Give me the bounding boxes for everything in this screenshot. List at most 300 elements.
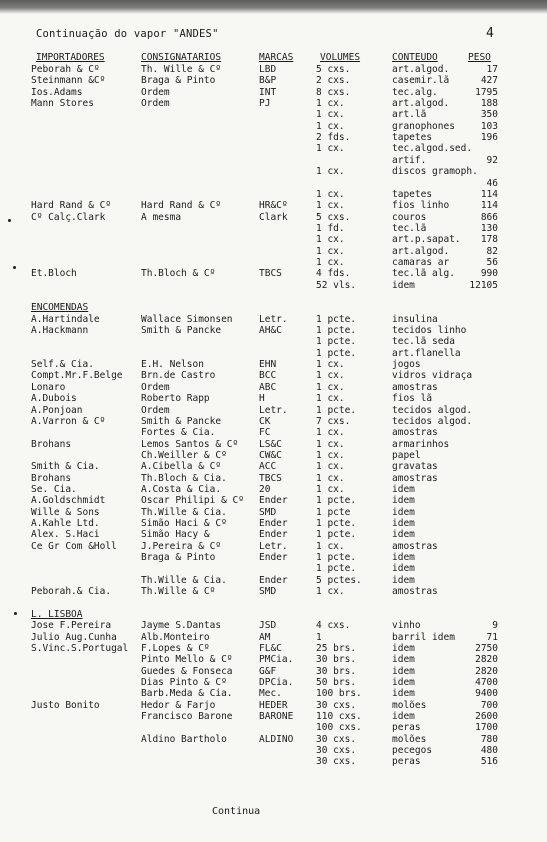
peso-cell: 71 [486, 631, 498, 643]
importador-cell: Julio Aug.Cunha [31, 631, 117, 643]
volumes-cell: 2 fds. [316, 132, 351, 144]
marca-cell: Clark [259, 211, 288, 223]
marca-cell: EHN [259, 359, 277, 371]
volumes-cell: 1 cx. [316, 586, 345, 598]
table-row [0, 143, 547, 154]
volumes-cell: 1 cx. [316, 234, 345, 246]
consignatario-cell: Roberto Rapp [141, 393, 210, 405]
volumes-cell: 1 pcte. [316, 563, 357, 575]
volumes-cell: 100 brs. [316, 688, 362, 700]
volumes-cell: 1 cx. [316, 540, 345, 552]
consignatario-cell: Alb.Monteiro [141, 631, 210, 643]
consignatario-cell: Hedor & Farjo [141, 699, 216, 711]
table-row [0, 700, 547, 711]
conteudo-cell: molões [392, 699, 427, 711]
consignatario-cell: Pinto Mello & Cº [141, 654, 233, 666]
importador-cell: A.Varron & Cº [31, 415, 106, 427]
importador-cell: Smith & Cia. [31, 461, 100, 473]
conteudo-cell: amostras [392, 540, 438, 552]
consignatario-cell: Ordem [141, 404, 170, 416]
importador-cell: A.Goldschmidt [31, 495, 106, 507]
table-row [0, 325, 547, 336]
consignatario-cell: Smith & Pancke [141, 325, 222, 337]
importador-cell: Alex. S.Haci [31, 529, 100, 541]
table-row [0, 291, 547, 302]
marca-cell: BARONE [259, 710, 294, 722]
volumes-cell: 1 cx. [316, 200, 345, 212]
scan-speck [13, 266, 16, 269]
consignatario-cell: Hard Rand & Cº [141, 200, 222, 212]
table-row [0, 563, 547, 574]
volumes-cell: 1 cx. [316, 98, 345, 109]
volumes-cell: 1 cx. [316, 427, 345, 439]
scan-speck [14, 612, 17, 615]
conteudo-cell: tapetes [392, 188, 433, 200]
marca-cell: Ender [259, 518, 288, 529]
column-header-volumes: VOLUMES [320, 52, 361, 63]
table-row [0, 64, 547, 75]
consignatario-cell: Lemos Santos & Cº [141, 438, 239, 450]
marca-cell: Ender [259, 495, 288, 507]
importador-cell: Wille & Sons [31, 506, 100, 518]
conteudo-cell: granophones [392, 120, 455, 132]
conteudo-cell: idem [392, 483, 415, 495]
consignatario-cell: Ordem [141, 86, 170, 98]
marca-cell: Letr. [259, 313, 288, 325]
marca-cell: ALDINO [259, 733, 294, 745]
conteudo-cell: tec.lã seda [392, 336, 455, 348]
consignatario-cell: Oscar Philipi & Cº [141, 495, 244, 507]
conteudo-cell: art.lã [392, 109, 427, 121]
table-row [0, 461, 547, 472]
volumes-cell: 1 [316, 631, 322, 643]
column-header-marcas: MARCAS [259, 52, 294, 63]
volumes-cell: 5 cxs. [316, 211, 351, 223]
table-row [0, 745, 547, 756]
table-row [0, 166, 547, 177]
conteudo-cell: idem [392, 552, 415, 563]
table-row [0, 257, 547, 268]
peso-cell: 56 [486, 256, 498, 268]
volumes-cell: 5 pctes. [316, 574, 362, 586]
volumes-cell: 1 pcte. [316, 347, 357, 359]
marca-cell: CW&C [259, 449, 282, 461]
table-row [0, 336, 547, 347]
table-row [0, 632, 547, 643]
conteudo-cell: tec.alg. [392, 86, 438, 98]
peso-cell: 92 [486, 154, 498, 166]
table-row [0, 121, 547, 132]
consignatario-cell: Ordem [141, 381, 170, 393]
consignatario-cell: A.Cibella & Cº [141, 461, 222, 473]
marca-cell: PJ [259, 98, 271, 109]
marca-cell: G&F [259, 665, 277, 677]
peso-cell: 130 [480, 222, 498, 234]
consignatario-cell: Th.Bloch & Cº [141, 268, 216, 280]
table-row [0, 654, 547, 665]
consignatario-cell: Braga & Pinto [141, 552, 216, 563]
table-row [0, 529, 547, 540]
peso-cell: 350 [480, 109, 498, 121]
volumes-cell: 1 cx. [316, 472, 345, 484]
peso-cell: 990 [480, 268, 498, 280]
importador-cell: Ios.Adams [31, 86, 83, 98]
conteudo-cell: amostras [392, 472, 438, 484]
table-row [0, 416, 547, 427]
table-row [0, 722, 547, 733]
peso-cell: 780 [480, 733, 498, 745]
marca-cell: TBCS [259, 472, 282, 484]
conteudo-cell: tec.lã alg. [392, 268, 455, 280]
table-row [0, 439, 547, 450]
conteudo-cell: idem [392, 710, 415, 722]
consignatario-cell: Braga & Pinto [141, 75, 216, 87]
conteudo-cell: couros [392, 211, 427, 223]
volumes-cell: 1 fd. [316, 222, 345, 234]
consignatario-cell: A.Costa & Cia. [141, 483, 222, 495]
consignatario-cell: Guedes & Fonseca [141, 665, 233, 677]
conteudo-cell: gravatas [392, 461, 438, 473]
table-row [0, 495, 547, 506]
volumes-cell: 100 cxs. [316, 722, 362, 734]
marca-cell: Ender [259, 574, 288, 586]
conteudo-cell: idem [392, 676, 415, 688]
peso-cell: 9400 [475, 688, 498, 700]
table-row [0, 359, 547, 370]
conteudo-cell: art.algod. [392, 98, 450, 109]
column-header-conteudo: CONTEUDO [392, 52, 438, 63]
conteudo-cell: idem [392, 495, 415, 507]
consignatario-cell: J.Pereira & Cº [141, 540, 222, 552]
importador-cell: Justo Bonito [31, 699, 100, 711]
marca-cell: SMD [259, 506, 277, 518]
conteudo-cell: molões [392, 733, 427, 745]
conteudo-cell: tecidos algod. [392, 415, 473, 427]
peso-cell: 103 [480, 120, 498, 132]
volumes-cell: 1 cx. [316, 438, 345, 450]
conteudo-cell: tec.lã [392, 222, 427, 234]
conteudo-cell: camaras ar [392, 256, 450, 268]
volumes-cell: 1 cx. [316, 256, 345, 268]
volumes-cell: 1 cx. [316, 381, 345, 393]
importador-cell: Steinmann &Cº [31, 75, 106, 87]
importador-cell: A.Hackmann [31, 325, 89, 337]
peso-cell: 2820 [475, 665, 498, 677]
volumes-cell: 50 brs. [316, 676, 357, 688]
page-title: Continuação do vapor "ANDES" [36, 28, 219, 40]
table-row [0, 280, 547, 291]
conteudo-cell: vidros vidraça [392, 370, 473, 382]
marca-cell: JSD [259, 620, 277, 632]
volumes-cell: 1 cx. [316, 370, 345, 382]
consignatario-cell: Ch.Weiller & Cº [141, 449, 227, 461]
conteudo-cell: amostras [392, 381, 438, 393]
volumes-cell: 1 pcte. [316, 325, 357, 337]
peso-cell: 188 [480, 98, 498, 109]
conteudo-cell: idem [392, 665, 415, 677]
peso-cell: 427 [480, 75, 498, 87]
volumes-cell: 1 pcte. [316, 495, 357, 507]
table-row [0, 450, 547, 461]
importador-cell: Lonaro [31, 381, 66, 393]
table-row [0, 268, 547, 279]
importador-cell: A.Kahle Ltd. [31, 518, 100, 529]
conteudo-cell: pecegos [392, 745, 433, 756]
marca-cell: LS&C [259, 438, 282, 450]
section-encomendas: ENCOMENDAS [31, 302, 89, 314]
table-row [0, 427, 547, 438]
marca-cell: PMCia. [259, 654, 294, 666]
volumes-cell: 5 cxs. [316, 64, 351, 75]
scan-edge [0, 0, 547, 14]
conteudo-cell: idem [392, 688, 415, 700]
volumes-cell: 1 cx. [316, 188, 345, 200]
conteudo-cell: peras [392, 722, 421, 734]
importador-cell: A.Ponjoan [31, 404, 83, 416]
importador-cell: Brohans [31, 438, 72, 450]
table-row [0, 87, 547, 98]
conteudo-cell: papel [392, 449, 421, 461]
table-row [0, 688, 547, 699]
table-row [0, 666, 547, 677]
table-row [0, 541, 547, 552]
importador-cell: Ce Gr Com &Holl [31, 540, 117, 552]
peso-cell: 1795 [475, 86, 498, 98]
volumes-cell: 1 cx. [316, 109, 345, 121]
table-row [0, 643, 547, 654]
consignatario-cell: Brn.de Castro [141, 370, 216, 382]
consignatario-cell: Simão Hacy & [141, 529, 210, 541]
table-row [0, 620, 547, 631]
conteudo-cell: art.p.sapat. [392, 234, 461, 246]
table-row [0, 75, 547, 86]
table-row [0, 677, 547, 688]
table-row [0, 552, 547, 563]
importador-cell: Hard Rand & Cº [31, 200, 112, 212]
table-row [0, 393, 547, 404]
marca-cell: HR&Cº [259, 200, 288, 212]
volumes-cell: 8 cxs. [316, 86, 351, 98]
importador-cell: A.Dubois [31, 393, 77, 405]
table-row [0, 189, 547, 200]
volumes-cell: 52 vls. [316, 279, 357, 291]
importador-cell: S.Vinc.S.Portugal [31, 642, 129, 654]
volumes-cell: 1 cx. [316, 166, 345, 178]
conteudo-cell: barril idem [392, 631, 455, 643]
conteudo-cell: armarinhos [392, 438, 450, 450]
importador-cell: Compt.Mr.F.Belge [31, 370, 123, 382]
column-header-consignatarios: CONSIGNATARIOS [141, 52, 222, 63]
consignatario-cell: Smith & Pancke [141, 415, 222, 427]
importador-cell: Self.& Cia. [31, 359, 94, 371]
volumes-cell: 30 cxs. [316, 756, 357, 768]
table-row [0, 370, 547, 381]
table-row [0, 212, 547, 223]
volumes-cell: 1 cx. [316, 449, 345, 461]
consignatario-cell: Barb.Meda & Cia. [141, 688, 233, 700]
conteudo-cell: discos gramoph. [392, 166, 478, 178]
importador-cell: Brohans [31, 472, 72, 484]
volumes-cell: 4 cxs. [316, 620, 351, 632]
consignatario-cell: Wallace Simonsen [141, 313, 233, 325]
peso-cell: 114 [480, 200, 498, 212]
volumes-cell: 1 pcte. [316, 336, 357, 348]
table-row [0, 518, 547, 529]
peso-cell: 9 [492, 620, 498, 632]
volumes-cell: 1 cx. [316, 245, 345, 257]
conteudo-cell: casemir.lã [392, 75, 450, 87]
peso-cell: 114 [480, 188, 498, 200]
conteudo-cell: art.flanella [392, 347, 461, 359]
consignatario-cell: F.Lopes & Cº [141, 642, 210, 654]
page-number: 4 [486, 26, 494, 41]
volumes-cell: 1 cx. [316, 359, 345, 371]
table-row [0, 405, 547, 416]
table-row [0, 711, 547, 722]
consignatario-cell: Th.Wille & Cia. [141, 574, 227, 586]
volumes-cell: 1 cx. [316, 483, 345, 495]
column-header-peso: PESO [468, 52, 491, 63]
scan-speck [8, 219, 11, 222]
table-row [0, 382, 547, 393]
conteudo-cell: amostras [392, 427, 438, 439]
conteudo-cell: fios linho [392, 200, 450, 212]
peso-cell: 4700 [475, 676, 498, 688]
volumes-cell: 1 cx. [316, 461, 345, 473]
marca-cell: BCC [259, 370, 277, 382]
peso-cell: 516 [480, 756, 498, 768]
continua-footer: Continua [212, 806, 261, 817]
consignatario-cell: A mesma [141, 211, 182, 223]
conteudo-cell: idem [392, 563, 415, 575]
conteudo-cell: insulina [392, 313, 438, 325]
marca-cell: AM [259, 631, 271, 643]
conteudo-cell: peras [392, 756, 421, 768]
table-row [0, 234, 547, 245]
marca-cell: TBCS [259, 268, 282, 280]
importador-cell: Peborah & Cº [31, 64, 100, 75]
volumes-cell: 1 pcte [316, 506, 351, 518]
conteudo-cell: artif. [392, 154, 427, 166]
conteudo-cell: tapetes [392, 132, 433, 144]
conteudo-cell: idem [392, 642, 415, 654]
table-row [0, 246, 547, 257]
importador-cell: Mann Stores [31, 98, 94, 109]
table-row [0, 586, 547, 597]
consignatario-cell: Francisco Barone [141, 710, 233, 722]
marca-cell: Letr. [259, 540, 288, 552]
volumes-cell: 2 cxs. [316, 75, 351, 87]
marca-cell: INT [259, 86, 277, 98]
table-row [0, 155, 547, 166]
consignatario-cell: E.H. Nelson [141, 359, 204, 371]
marca-cell: H [259, 393, 265, 405]
peso-cell: 12105 [469, 279, 498, 291]
marca-cell: HEDER [259, 699, 288, 711]
conteudo-cell: idem [392, 518, 415, 529]
marca-cell: Ender [259, 552, 288, 563]
conteudo-cell: tecidos algod. [392, 404, 473, 416]
consignatario-cell: Dias Pinto & Cº [141, 676, 227, 688]
consignatario-cell: Th.Bloch & Cia. [141, 472, 227, 484]
conteudo-cell: jogos [392, 359, 421, 371]
peso-cell: 700 [480, 699, 498, 711]
importador-cell: Et.Bloch [31, 268, 77, 280]
marca-cell: 20 [259, 483, 271, 495]
volumes-cell: 1 pcte. [316, 404, 357, 416]
table-row [0, 223, 547, 234]
volumes-cell: 1 cx. [316, 393, 345, 405]
section-lisboa: L. LISBOA [31, 608, 83, 620]
consignatario-cell: Simão Haci & Cº [141, 518, 227, 529]
marca-cell: Mec. [259, 688, 282, 700]
volumes-cell: 30 cxs. [316, 745, 357, 756]
peso-cell: 2750 [475, 642, 498, 654]
peso-cell: 17 [486, 64, 498, 75]
peso-cell: 46 [486, 177, 498, 189]
conteudo-cell: idem [392, 574, 415, 586]
table-row [0, 756, 547, 767]
conteudo-cell: fios lã [392, 393, 433, 405]
volumes-cell: 1 pcte. [316, 313, 357, 325]
peso-cell: 178 [480, 234, 498, 246]
consignatario-cell: Fortes & Cia. [141, 427, 216, 439]
importador-cell: Peborah.& Cia. [31, 586, 112, 598]
volumes-cell: 4 fds. [316, 268, 351, 280]
marca-cell: Ender [259, 529, 288, 541]
peso-cell: 1700 [475, 722, 498, 734]
marca-cell: SMD [259, 586, 277, 598]
conteudo-cell: vinho [392, 620, 421, 632]
importador-cell: Cº Calç.Clark [31, 211, 106, 223]
table-row [0, 132, 547, 143]
volumes-cell: 25 brs. [316, 642, 357, 654]
table-row [0, 734, 547, 745]
conteudo-cell: art.algod. [392, 64, 450, 75]
table-row [0, 98, 547, 109]
marca-cell: ACC [259, 461, 277, 473]
marca-cell: AH&C [259, 325, 282, 337]
peso-cell: 82 [486, 245, 498, 257]
peso-cell: 196 [480, 132, 498, 144]
conteudo-cell: amostras [392, 586, 438, 598]
marca-cell: FC [259, 427, 271, 439]
peso-cell: 866 [480, 211, 498, 223]
importador-cell: Jose F.Pereira [31, 620, 112, 632]
marca-cell: CK [259, 415, 271, 427]
volumes-cell: 30 cxs. [316, 699, 357, 711]
marca-cell: DPCia. [259, 676, 294, 688]
consignatario-cell: Aldino Bartholo [141, 733, 227, 745]
marca-cell: B&P [259, 75, 277, 87]
volumes-cell: 1 cx. [316, 143, 345, 155]
conteudo-cell: idem [392, 279, 415, 291]
table-row [0, 507, 547, 518]
table-row [0, 200, 547, 211]
volumes-cell: 30 brs. [316, 665, 357, 677]
marca-cell: FL&C [259, 642, 282, 654]
conteudo-cell: tecidos linho [392, 325, 467, 337]
peso-cell: 2600 [475, 710, 498, 722]
volumes-cell: 1 pcte. [316, 518, 357, 529]
marca-cell: ABC [259, 381, 277, 393]
consignatario-cell: Jayme S.Dantas [141, 620, 222, 632]
table-row [0, 109, 547, 120]
consignatario-cell: Ordem [141, 98, 170, 109]
conteudo-cell: idem [392, 654, 415, 666]
table-row [0, 348, 547, 359]
volumes-cell: 1 pcte. [316, 529, 357, 541]
